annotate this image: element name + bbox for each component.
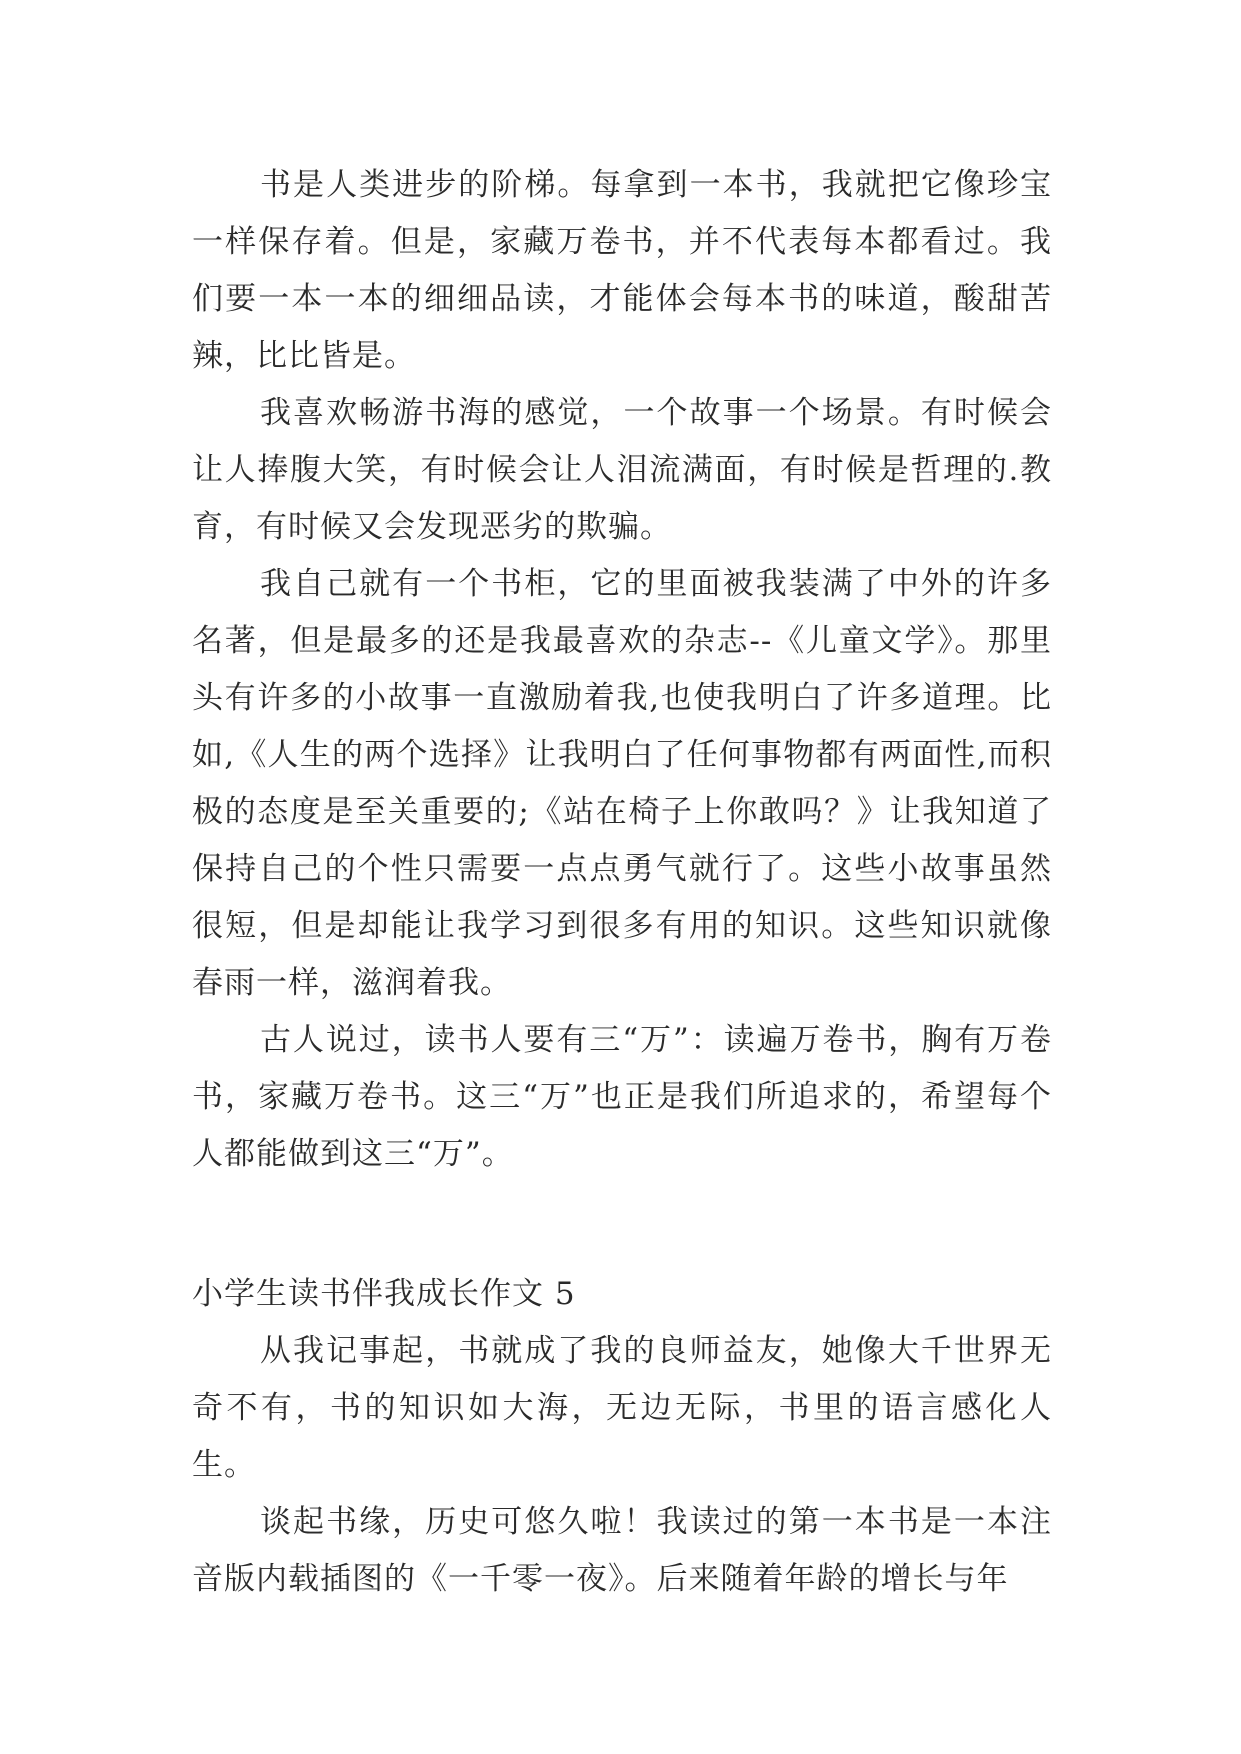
section-heading: 小学生读书伴我成长作文 5 <box>192 1276 576 1312</box>
document-body <box>192 157 1052 1608</box>
paragraph-bookcase: 我自己就有一个书柜，它的里面被我装满了中外的许多名著，但是最多的还是我最喜欢的杂志--《儿童文学》。那里头有许多的小故事一直激励着我,也使我明白了许多道理。比如,《人生的两个选择》让我明白了任何事物都有两面性,而积极的态度是至关重要的;《站在椅子上你敢吗？》让我知道了保持自己的个性只需要一点点勇气就行了。这些小故事虽然很短，但是却能让我学习到很多有用的知识。这些知识就像春雨一样，滋润着我。 <box>192 566 1052 1001</box>
paragraph-three-wan: 古人说过，读书人要有三“万”：读遍万卷书，胸有万卷书，家藏万卷书。这三“万”也正是我们所追求的，希望每个人都能做到这三“万”。 <box>192 1022 1052 1172</box>
paragraph-reading-feeling: 我喜欢畅游书海的感觉，一个故事一个场景。有时候会让人捧腹大笑，有时候会让人泪流满面，有时候是哲理的.教育，有时候又会发现恶劣的欺骗。 <box>192 395 1052 545</box>
paragraph-books-ladder: 书是人类进步的阶梯。每拿到一本书，我就把它像珍宝一样保存着。但是，家藏万卷书，并不代表每本都看过。我们要一本一本的细细品读，才能体会每本书的味道，酸甜苦辣，比比皆是。 <box>192 167 1052 374</box>
paragraph-good-friend: 从我记事起，书就成了我的良师益友，她像大千世界无奇不有，书的知识如大海，无边无际，书里的语言感化人生。 <box>192 1333 1052 1483</box>
paragraph-book-fate: 谈起书缘，历史可悠久啦！我读过的第一本书是一本注音版内载插图的《一千零一夜》。后来随着年龄的增长与年 <box>192 1504 1052 1597</box>
